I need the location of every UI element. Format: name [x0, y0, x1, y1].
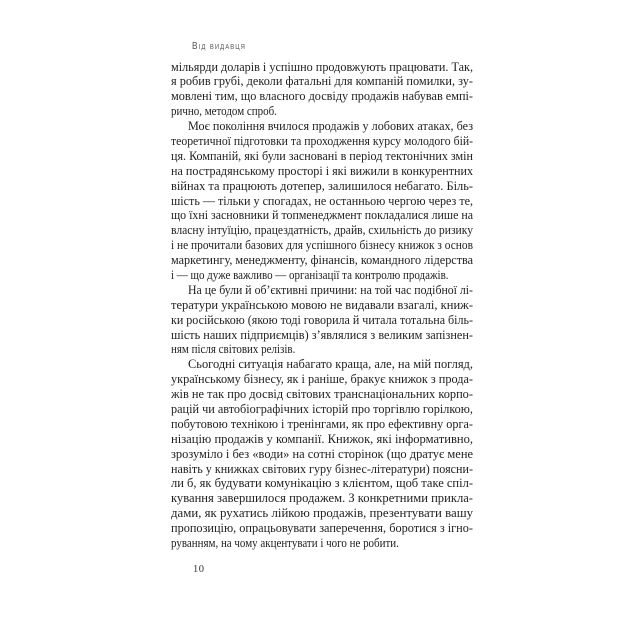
- body-line: мільярди доларів і успішно продовжують працювати. Так,: [171, 59, 473, 74]
- body-line: кування завершилося продажем. З конкретними прикла-: [171, 491, 473, 506]
- body-line: і — що дуже важливо — організації та контролю продажів.: [171, 267, 449, 282]
- body-line: ки російською (якою тоді говорила й читала тотальна біль-: [171, 312, 473, 327]
- page-number: 10: [193, 564, 205, 575]
- body-line: мовлені тим, що власного досвіду продажів набував емпі-: [171, 89, 473, 104]
- body-line: власну інтуїцію, працездатність, драйв, схильність до ризику: [171, 223, 473, 238]
- body-line: шість — тільки у спогадах, не останньою чергою через те,: [171, 193, 473, 208]
- body-line: На це були й об’єктивні причини: на той час подібної лі-: [188, 282, 473, 297]
- body-line: війнах та працюють дотепер, залишилося небагато. Біль-: [171, 178, 473, 193]
- body-line: ли б, як будувати комунікацію з клієнтом, щоб таке спіл-: [171, 476, 473, 491]
- body-line: теоретичної підготовки та проходження курсу молодого бій-: [171, 133, 473, 148]
- body-line: рично, методом спроб.: [171, 104, 277, 119]
- body-text: [171, 60, 473, 551]
- body-line: зрозуміло і без «води» на сотні сторінок (що дратує мене: [171, 446, 473, 461]
- body-line: побутовою технікою і тренінгами, як про ефективну орга-: [171, 416, 473, 431]
- body-line: нізацію продажів у компанії. Книжок, які інформативно,: [171, 431, 473, 446]
- body-line: тератури українською мовою не видавали взагалі, книж-: [171, 297, 473, 312]
- body-line: українському бізнесу, як і раніше, бракує книжок з прода-: [171, 372, 473, 387]
- body-line: руванням, на чому акцентувати і чого не робити.: [171, 536, 399, 550]
- body-line: жів не так про досвід світових транснаціональних корпо-: [171, 387, 473, 402]
- body-line: шість наших підприємців) з’являлися з великим запізнен-: [171, 327, 473, 342]
- body-line: ця. Компаній, які були засновані в період тектонічних змін: [171, 148, 473, 163]
- body-line: Сьогодні ситуація набагато краща, але, на мій погляд,: [188, 357, 473, 372]
- body-line: на пострадянському просторі і які вижили в конкурентних: [171, 163, 473, 178]
- body-line: і не прочитали базових для успішного бізнесу книжок з основ: [171, 238, 473, 253]
- body-line: дами, як рухатись лійкою продажів, презентувати вашу: [171, 506, 473, 521]
- body-line: навіть у книжках світових гуру бізнес-літератури) поясни-: [171, 461, 473, 476]
- body-line: рацій чи автобіографічних історій про торгівлю горілкою,: [171, 401, 473, 416]
- body-line: Моє покоління вчилося продажів у лобових атаках, без: [188, 119, 473, 134]
- body-line: що їхні засновники й топменеджмент покладалися лише на: [171, 208, 473, 223]
- body-line: маркетингу, менеджменту, фінансів, командного лідерства: [171, 253, 473, 268]
- body-line: ням після світових релізів.: [171, 342, 296, 357]
- body-line: пропозицію, опрацьовувати заперечення, боротися з ігно-: [171, 521, 473, 536]
- body-line: я робив грубі, деколи фатальні для компаній помилки, зу-: [171, 74, 473, 89]
- running-header: [192, 40, 256, 54]
- running-header-label: Від видавця: [192, 41, 246, 52]
